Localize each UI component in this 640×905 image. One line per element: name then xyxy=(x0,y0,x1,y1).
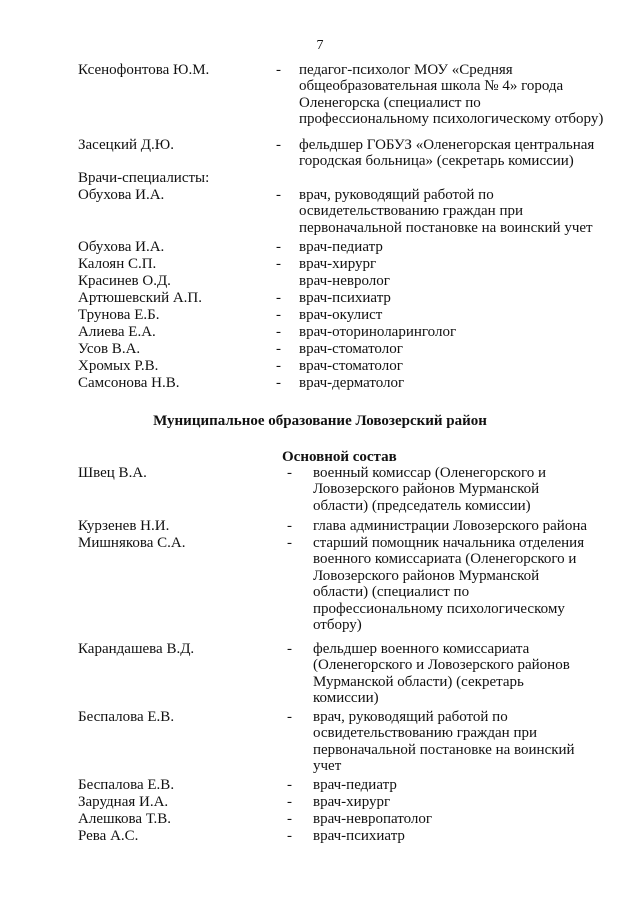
description-line: врач-стоматолог xyxy=(299,358,403,374)
description-line: врач-педиатр xyxy=(313,777,397,793)
entry-dash: - xyxy=(276,324,281,340)
entry-dash: - xyxy=(287,535,292,551)
entry-name: Зарудная И.А. xyxy=(78,794,169,810)
entry-name: Беспалова Е.В. xyxy=(78,709,175,725)
entry-dash: - xyxy=(276,256,281,272)
entry-dash: - xyxy=(287,709,292,725)
entry-name: Ксенофонтова Ю.М. xyxy=(78,62,210,78)
description-line: области) (председатель комиссии) xyxy=(313,497,531,514)
description-line: врач-стоматолог xyxy=(299,341,403,357)
description-line: освидетельствованию граждан при xyxy=(299,203,524,220)
entry-description xyxy=(299,341,403,357)
description-line: городская больница» (секретарь комиссии) xyxy=(299,153,574,170)
entry-name: Обухова И.А. xyxy=(78,239,165,255)
entry-description xyxy=(299,256,376,272)
description-line: Ловозерского районов Мурманской xyxy=(313,481,540,498)
entry-description xyxy=(299,290,391,306)
entry-dash: - xyxy=(276,137,281,153)
entry-name: Самсонова Н.В. xyxy=(78,375,180,391)
entry-description xyxy=(313,794,390,810)
description-line: педагог-психолог МОУ «Средняя xyxy=(299,62,513,78)
entry-description xyxy=(313,828,405,844)
entry-dash: - xyxy=(287,828,292,844)
description-line: первоначальной постановке на воинский xyxy=(313,741,575,758)
description-line: комиссии) xyxy=(313,690,379,707)
entry-name: Алешкова Т.В. xyxy=(78,811,172,827)
description-line: фельдшер ГОБУЗ «Оленегорская центральная xyxy=(299,137,595,153)
description-line: первоначальной постановке на воинский учет xyxy=(299,219,593,236)
description-line: Мурманской области) (секретарь xyxy=(313,673,524,690)
description-line: врач-оториноларинголог xyxy=(299,324,457,340)
entry-description xyxy=(299,239,383,255)
description-line: врач, руководящий работой по xyxy=(299,187,494,203)
entry-description xyxy=(299,62,603,128)
description-line: врач, руководящий работой по xyxy=(313,709,508,725)
description-line: врач-окулист xyxy=(299,307,383,323)
description-line: области) (специалист по xyxy=(313,584,470,601)
description-line: старший помощник начальника отделения xyxy=(313,535,585,551)
entry-name: Артюшевский А.П. xyxy=(78,290,203,306)
description-line: глава администрации Ловозерского района xyxy=(313,518,588,534)
section-heading: Муниципальное образование Ловозерский район xyxy=(153,413,487,429)
description-line: врач-психиатр xyxy=(299,290,391,306)
entry-description xyxy=(313,641,570,707)
description-line: врач-невропатолог xyxy=(313,811,433,827)
entry-description xyxy=(313,535,584,633)
entry-dash: - xyxy=(276,290,281,306)
description-line: профессиональному психологическому xyxy=(313,600,565,617)
page-number: 7 xyxy=(316,38,324,53)
description-line: Ловозерского районов Мурманской xyxy=(313,567,540,584)
entry-description xyxy=(299,358,403,374)
entry-description xyxy=(299,324,456,340)
entry-description xyxy=(313,777,397,793)
description-line: врач-дерматолог xyxy=(299,375,405,391)
description-line: Оленегорска (специалист по xyxy=(299,94,481,111)
entry-name: Рева А.С. xyxy=(78,828,139,844)
entry-name: Хромых Р.В. xyxy=(78,358,159,374)
description-line: профессиональному психологическому отбору) xyxy=(299,111,604,128)
entry-name: Калоян С.П. xyxy=(78,256,157,272)
description-line: (Оленегорского и Ловозерского районов xyxy=(313,657,570,674)
entry-dash: - xyxy=(276,62,281,78)
entry-name: Обухова И.А. xyxy=(78,187,165,203)
entry-name: Швец В.А. xyxy=(78,465,147,481)
entry-name: Мишнякова С.А. xyxy=(78,535,186,551)
description-line: врач-невролог xyxy=(299,273,390,289)
entry-description xyxy=(313,811,432,827)
entry-dash: - xyxy=(287,794,292,810)
entry-name: Карандашева В.Д. xyxy=(78,641,195,657)
entry-dash: - xyxy=(276,307,281,323)
entry-description xyxy=(299,187,593,236)
entry-description xyxy=(299,273,390,289)
entry-description xyxy=(299,137,594,170)
entry-dash: - xyxy=(287,465,292,481)
entry-name: Алиева Е.А. xyxy=(78,324,156,340)
description-line: врач-хирург xyxy=(299,256,377,272)
entry-description xyxy=(313,465,546,514)
description-line: учет xyxy=(313,758,342,775)
entry-dash: - xyxy=(276,375,281,391)
entry-name: Красинев О.Д. xyxy=(78,273,171,289)
entry-description xyxy=(299,375,404,391)
entry-dash: - xyxy=(276,341,281,357)
entry-dash: - xyxy=(287,641,292,657)
entry-name: Беспалова Е.В. xyxy=(78,777,175,793)
description-line: отбору) xyxy=(313,617,362,634)
description-line: фельдшер военного комиссариата xyxy=(313,641,530,657)
doctors-label: Врачи-специалисты: xyxy=(78,170,210,186)
entry-dash: - xyxy=(276,239,281,255)
entry-description xyxy=(299,307,382,323)
entry-dash: - xyxy=(276,358,281,374)
description-line: общеобразовательная школа № 4» города xyxy=(299,78,564,95)
section-subheading: Основной состав xyxy=(282,449,397,465)
description-line: врач-психиатр xyxy=(313,828,405,844)
description-line: освидетельствованию граждан при xyxy=(313,725,538,742)
description-line: врач-педиатр xyxy=(299,239,383,255)
entry-dash: - xyxy=(276,187,281,203)
entry-dash: - xyxy=(287,518,292,534)
entry-dash: - xyxy=(287,811,292,827)
entry-dash: - xyxy=(287,777,292,793)
entry-name: Засецкий Д.Ю. xyxy=(78,137,174,153)
entry-description xyxy=(313,518,587,534)
entry-name: Трунова Е.Б. xyxy=(78,307,160,323)
entry-name: Курзенев Н.И. xyxy=(78,518,170,534)
description-line: военный комиссар (Оленегорского и xyxy=(313,465,547,481)
description-line: врач-хирург xyxy=(313,794,391,810)
entry-description xyxy=(313,709,575,775)
description-line: военного комиссариата (Оленегорского и xyxy=(313,551,577,568)
entry-name: Усов В.А. xyxy=(78,341,141,357)
